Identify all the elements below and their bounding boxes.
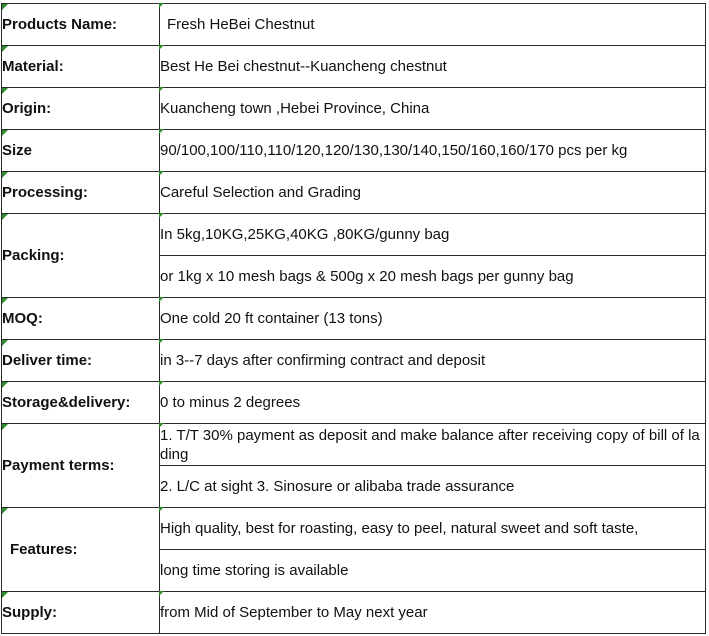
row-label: Deliver time: (2, 340, 160, 382)
row-label: MOQ: (2, 298, 160, 340)
row-label: Material: (2, 46, 160, 88)
table-row (2, 46, 706, 88)
row-value: 90/100,100/110,110/120,120/130,130/140,150/160,160/170 pcs per kg (160, 130, 706, 172)
table-row (2, 508, 706, 550)
row-value: Kuancheng town ,Hebei Province, China (160, 88, 706, 130)
row-label: Origin: (2, 88, 160, 130)
table-row (2, 88, 706, 130)
row-value: 0 to minus 2 degrees (160, 382, 706, 424)
row-value: High quality, best for roasting, easy to peel, natural sweet and soft taste, (160, 508, 706, 550)
row-value: Best He Bei chestnut--Kuancheng chestnut (160, 46, 706, 88)
table-row (2, 592, 706, 634)
row-label: Products Name: (2, 4, 160, 46)
row-label: Features: (2, 508, 160, 592)
table-row (2, 214, 706, 256)
table-row (2, 340, 706, 382)
table-row (2, 298, 706, 340)
row-value: in 3--7 days after confirming contract and deposit (160, 340, 706, 382)
row-value: from Mid of September to May next year (160, 592, 706, 634)
table-row (2, 130, 706, 172)
table-row (2, 424, 706, 466)
row-value: One cold 20 ft container (13 tons) (160, 298, 706, 340)
row-label: Payment terms: (2, 424, 160, 508)
row-label: Storage&delivery: (2, 382, 160, 424)
row-label: Processing: (2, 172, 160, 214)
table-row (2, 382, 706, 424)
row-value: In 5kg,10KG,25KG,40KG ,80KG/gunny bag (160, 214, 706, 256)
product-spec-table (1, 3, 706, 634)
row-label: Packing: (2, 214, 160, 298)
table-row (2, 4, 706, 46)
row-value: 2. L/C at sight 3. Sinosure or alibaba trade assurance (160, 466, 706, 508)
row-label: Supply: (2, 592, 160, 634)
row-value: 1. T/T 30% payment as deposit and make balance after receiving copy of bill of la ding (160, 424, 706, 466)
row-value: or 1kg x 10 mesh bags & 500g x 20 mesh bags per gunny bag (160, 256, 706, 298)
row-value: Careful Selection and Grading (160, 172, 706, 214)
table-row (2, 172, 706, 214)
row-label: Size (2, 130, 160, 172)
row-value: long time storing is available (160, 550, 706, 592)
row-value: Fresh HeBei Chestnut (160, 4, 706, 46)
